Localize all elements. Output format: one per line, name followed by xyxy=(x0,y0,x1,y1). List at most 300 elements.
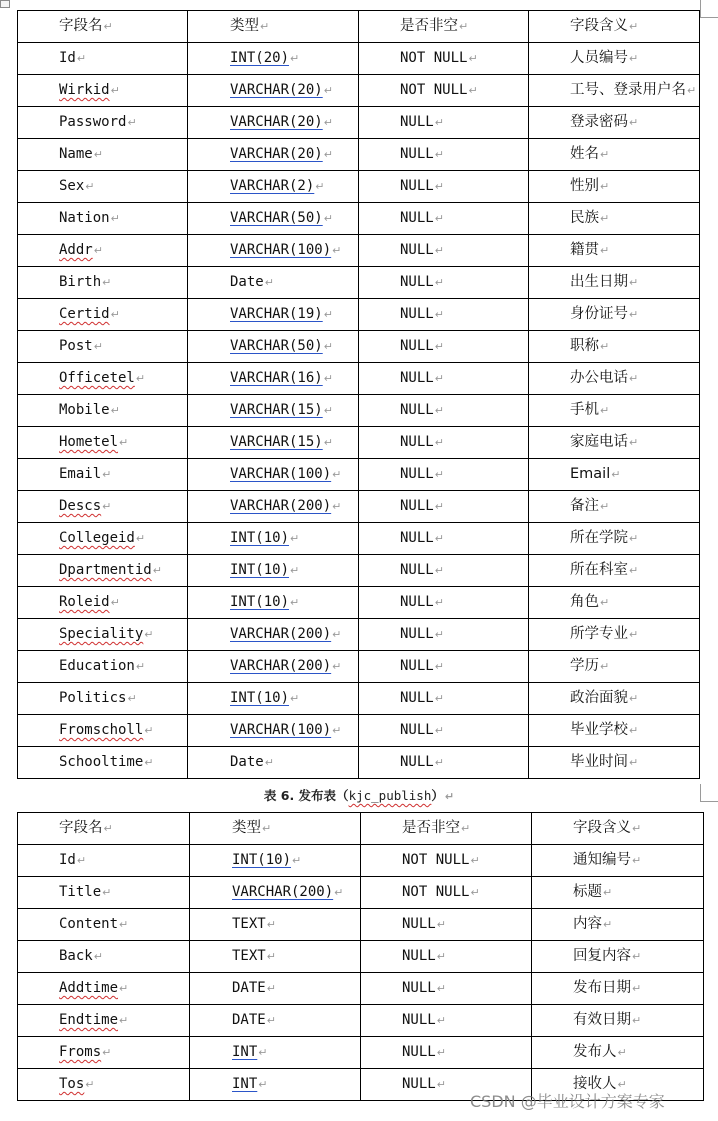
type-cell: TEXT↵ xyxy=(190,941,361,973)
not-null-cell: NULL↵ xyxy=(359,459,529,491)
meaning-cell: 接收人↵ xyxy=(532,1069,704,1101)
not-null-cell: NULL↵ xyxy=(359,523,529,555)
table-row xyxy=(18,1005,704,1037)
type-cell: INT(10)↵ xyxy=(188,587,359,619)
header-not-null: 是否非空↵ xyxy=(359,11,529,43)
not-null-cell: NULL↵ xyxy=(359,395,529,427)
field-type: INT xyxy=(232,1076,258,1092)
not-null-cell: NULL↵ xyxy=(361,1069,532,1101)
field-name-cell: Endtime↵ xyxy=(18,1005,190,1037)
not-null-cell: NULL↵ xyxy=(361,1037,532,1069)
field-nullability: NULL xyxy=(400,754,434,770)
meaning-cell: 人员编号↵ xyxy=(529,43,700,75)
page-corner-mark xyxy=(700,0,718,18)
type-cell: DATE↵ xyxy=(190,973,361,1005)
not-null-cell: NULL↵ xyxy=(359,107,529,139)
not-null-cell: NOT NULL↵ xyxy=(361,877,532,909)
type-cell: DATE↵ xyxy=(190,1005,361,1037)
type-cell: VARCHAR(20)↵ xyxy=(188,139,359,171)
field-nullability: NOT NULL xyxy=(402,852,470,868)
field-type: VARCHAR(16) xyxy=(230,370,323,386)
publish-field-table xyxy=(17,812,704,1101)
field-type: INT(20) xyxy=(230,50,290,66)
table-row xyxy=(18,235,700,267)
field-name-cell: Certid↵ xyxy=(18,299,188,331)
header-row xyxy=(18,11,700,43)
field-name-cell: Speciality↵ xyxy=(18,619,188,651)
field-name: Certid xyxy=(59,306,110,322)
field-type: INT(10) xyxy=(230,594,290,610)
type-cell: VARCHAR(200)↵ xyxy=(188,619,359,651)
field-type: VARCHAR(200) xyxy=(230,626,332,642)
header-type: 类型↵ xyxy=(190,813,361,845)
meaning-cell: 角色↵ xyxy=(529,587,700,619)
field-name: Endtime xyxy=(59,1012,119,1028)
meaning-cell: Email↵ xyxy=(529,459,700,491)
field-name-cell: Collegeid↵ xyxy=(18,523,188,555)
meaning-cell: 发布人↵ xyxy=(532,1037,704,1069)
table-row xyxy=(18,299,700,331)
caption-table-code: kjc_publish xyxy=(348,788,432,803)
not-null-cell: NULL↵ xyxy=(359,747,529,779)
field-name: Hometel xyxy=(59,434,119,450)
field-meaning: 办公电话 xyxy=(570,370,628,386)
field-nullability: NULL xyxy=(400,530,434,546)
field-name-cell: Froms↵ xyxy=(18,1037,190,1069)
field-type: INT(10) xyxy=(230,530,290,546)
meaning-cell: 学历↵ xyxy=(529,651,700,683)
table-row xyxy=(18,1037,704,1069)
type-cell: VARCHAR(16)↵ xyxy=(188,363,359,395)
meaning-cell: 毕业时间↵ xyxy=(529,747,700,779)
field-name: Fromscholl xyxy=(59,722,144,738)
field-nullability: NULL xyxy=(402,980,436,996)
field-type: INT(10) xyxy=(230,690,290,706)
field-nullability: NULL xyxy=(400,114,434,130)
field-name: Tos xyxy=(59,1076,85,1092)
field-meaning: 回复内容 xyxy=(573,948,631,964)
field-name-cell: Tos↵ xyxy=(18,1069,190,1101)
type-cell: INT(10)↵ xyxy=(188,683,359,715)
field-name-cell: Id↵ xyxy=(18,845,190,877)
field-name-cell: Back↵ xyxy=(18,941,190,973)
not-null-cell: NOT NULL↵ xyxy=(361,845,532,877)
meaning-cell: 政治面貌↵ xyxy=(529,683,700,715)
type-cell: VARCHAR(19)↵ xyxy=(188,299,359,331)
field-meaning: 民族 xyxy=(570,210,599,226)
header-type: 类型↵ xyxy=(188,11,359,43)
field-name-cell: Password↵ xyxy=(18,107,188,139)
csdn-watermark: CSDN @毕业设计方案专家 xyxy=(470,1092,665,1111)
not-null-cell: NULL↵ xyxy=(359,715,529,747)
table-row xyxy=(18,587,700,619)
field-type: INT xyxy=(232,1044,258,1060)
header-label: 是否非空 xyxy=(400,18,458,34)
field-meaning: 通知编号 xyxy=(573,852,631,868)
meaning-cell: 民族↵ xyxy=(529,203,700,235)
type-cell: VARCHAR(200)↵ xyxy=(190,877,361,909)
not-null-cell: NULL↵ xyxy=(361,909,532,941)
not-null-cell: NULL↵ xyxy=(359,683,529,715)
not-null-cell: NULL↵ xyxy=(359,651,529,683)
field-name: Sex xyxy=(59,178,85,194)
table-row xyxy=(18,651,700,683)
field-nullability: NULL xyxy=(400,242,434,258)
type-cell: INT↵ xyxy=(190,1037,361,1069)
field-type: VARCHAR(50) xyxy=(230,338,323,354)
table-row xyxy=(18,523,700,555)
table-row xyxy=(18,75,700,107)
field-name-cell: Email↵ xyxy=(18,459,188,491)
meaning-cell: 籍贯↵ xyxy=(529,235,700,267)
table-row xyxy=(18,331,700,363)
field-meaning: 角色 xyxy=(570,594,599,610)
not-null-cell: NOT NULL↵ xyxy=(359,75,529,107)
field-name: Froms xyxy=(59,1044,102,1060)
meaning-cell: 内容↵ xyxy=(532,909,704,941)
meaning-cell: 回复内容↵ xyxy=(532,941,704,973)
field-nullability: NULL xyxy=(400,658,434,674)
table-row xyxy=(18,941,704,973)
field-type: VARCHAR(2) xyxy=(230,178,315,194)
field-meaning: 毕业学校 xyxy=(570,722,628,738)
field-nullability: NULL xyxy=(400,274,434,290)
field-name: Politics xyxy=(59,690,127,706)
type-cell: VARCHAR(15)↵ xyxy=(188,427,359,459)
field-nullability: NULL xyxy=(400,594,434,610)
not-null-cell: NULL↵ xyxy=(359,203,529,235)
header-label: 字段含义 xyxy=(573,820,631,836)
field-nullability: NULL xyxy=(400,626,434,642)
header-meaning: 字段含义↵ xyxy=(532,813,704,845)
table-move-handle[interactable] xyxy=(0,0,10,8)
field-name-cell: Hometel↵ xyxy=(18,427,188,459)
not-null-cell: NOT NULL↵ xyxy=(359,43,529,75)
field-name: Dpartmentid xyxy=(59,562,152,578)
field-meaning: 接收人 xyxy=(573,1076,617,1092)
field-name-cell: Content↵ xyxy=(18,909,190,941)
field-type: INT(10) xyxy=(232,852,292,868)
field-meaning: 身份证号 xyxy=(570,306,628,322)
field-nullability: NULL xyxy=(400,562,434,578)
type-cell: INT↵ xyxy=(190,1069,361,1101)
caption-prefix: 表 6. 发布表（ xyxy=(263,788,349,803)
table-row xyxy=(18,139,700,171)
field-nullability: NULL xyxy=(400,210,434,226)
meaning-cell: 通知编号↵ xyxy=(532,845,704,877)
meaning-cell: 所在学院↵ xyxy=(529,523,700,555)
type-cell: VARCHAR(50)↵ xyxy=(188,203,359,235)
field-nullability: NULL xyxy=(402,948,436,964)
field-meaning: 性别 xyxy=(570,178,599,194)
field-nullability: NULL xyxy=(400,146,434,162)
meaning-cell: 职称↵ xyxy=(529,331,700,363)
field-meaning: 发布人 xyxy=(573,1044,617,1060)
field-name: Mobile xyxy=(59,402,110,418)
field-meaning: 出生日期 xyxy=(570,274,628,290)
type-cell: Date↵ xyxy=(188,267,359,299)
field-nullability: NOT NULL xyxy=(400,82,468,98)
field-nullability: NULL xyxy=(400,370,434,386)
field-name-cell: Education↵ xyxy=(18,651,188,683)
field-nullability: NULL xyxy=(400,178,434,194)
type-cell: Date↵ xyxy=(188,747,359,779)
table-row xyxy=(18,203,700,235)
type-cell: VARCHAR(50)↵ xyxy=(188,331,359,363)
field-type: VARCHAR(15) xyxy=(230,402,323,418)
header-label: 字段名 xyxy=(59,18,103,34)
table-row xyxy=(18,845,704,877)
field-type: TEXT xyxy=(232,948,266,964)
table-row xyxy=(18,619,700,651)
header-label: 字段含义 xyxy=(570,18,628,34)
field-meaning: 人员编号 xyxy=(570,50,628,66)
table-6-caption: 表 6. 发布表（kjc_publish）↵ xyxy=(263,788,455,803)
not-null-cell: NULL↵ xyxy=(359,363,529,395)
field-name-cell: Title↵ xyxy=(18,877,190,909)
table-row xyxy=(18,555,700,587)
header-label: 是否非空 xyxy=(402,820,460,836)
field-meaning: 内容 xyxy=(573,916,602,932)
table-row xyxy=(18,459,700,491)
header-row xyxy=(18,813,704,845)
meaning-cell: 性别↵ xyxy=(529,171,700,203)
table-row xyxy=(18,107,700,139)
staff-field-table xyxy=(17,10,700,779)
type-cell: VARCHAR(20)↵ xyxy=(188,75,359,107)
field-name: Password xyxy=(59,114,127,130)
not-null-cell: NULL↵ xyxy=(359,427,529,459)
field-name-cell: Descs↵ xyxy=(18,491,188,523)
not-null-cell: NULL↵ xyxy=(361,941,532,973)
field-name-cell: Officetel↵ xyxy=(18,363,188,395)
field-name: Speciality xyxy=(59,626,144,642)
field-name: Collegeid xyxy=(59,530,135,546)
field-name: Post xyxy=(59,338,93,354)
table-row xyxy=(18,427,700,459)
meaning-cell: 发布日期↵ xyxy=(532,973,704,1005)
type-cell: VARCHAR(100)↵ xyxy=(188,459,359,491)
field-name-cell: Addtime↵ xyxy=(18,973,190,1005)
caption-suffix: ） xyxy=(431,788,444,803)
field-name: Title xyxy=(59,884,102,900)
field-name-cell: Birth↵ xyxy=(18,267,188,299)
field-type: VARCHAR(50) xyxy=(230,210,323,226)
field-type: VARCHAR(15) xyxy=(230,434,323,450)
field-name-cell: Fromscholl↵ xyxy=(18,715,188,747)
header-label: 字段名 xyxy=(59,820,103,836)
table-row xyxy=(18,395,700,427)
table-row xyxy=(18,683,700,715)
field-type: VARCHAR(100) xyxy=(230,466,332,482)
field-name: Schooltime xyxy=(59,754,144,770)
field-name: Id xyxy=(59,50,76,66)
type-cell: INT(20)↵ xyxy=(188,43,359,75)
field-meaning: 有效日期 xyxy=(573,1012,631,1028)
field-name: Content xyxy=(59,916,119,932)
table-row xyxy=(18,491,700,523)
meaning-cell: 标题↵ xyxy=(532,877,704,909)
field-type: DATE xyxy=(232,1012,266,1028)
field-name: Education xyxy=(59,658,135,674)
field-meaning: 家庭电话 xyxy=(570,434,628,450)
field-name-cell: Politics↵ xyxy=(18,683,188,715)
field-type: VARCHAR(100) xyxy=(230,242,332,258)
field-name-cell: Dpartmentid↵ xyxy=(18,555,188,587)
not-null-cell: NULL↵ xyxy=(359,491,529,523)
not-null-cell: NULL↵ xyxy=(359,619,529,651)
meaning-cell: 办公电话↵ xyxy=(529,363,700,395)
table-row xyxy=(18,877,704,909)
field-name-cell: Name↵ xyxy=(18,139,188,171)
type-cell: VARCHAR(100)↵ xyxy=(188,235,359,267)
field-type: VARCHAR(20) xyxy=(230,114,323,130)
field-name: Nation xyxy=(59,210,110,226)
field-type: Date xyxy=(230,274,264,290)
type-cell: VARCHAR(2)↵ xyxy=(188,171,359,203)
field-type: VARCHAR(200) xyxy=(230,498,332,514)
field-nullability: NULL xyxy=(402,916,436,932)
field-name: Descs xyxy=(59,498,102,514)
field-name-cell: Wirkid↵ xyxy=(18,75,188,107)
table-row xyxy=(18,715,700,747)
field-name: Id xyxy=(59,852,76,868)
field-type: VARCHAR(19) xyxy=(230,306,323,322)
header-meaning: 字段含义↵ xyxy=(529,11,700,43)
type-cell: VARCHAR(200)↵ xyxy=(188,651,359,683)
field-name-cell: Nation↵ xyxy=(18,203,188,235)
field-nullability: NULL xyxy=(400,402,434,418)
field-type: VARCHAR(200) xyxy=(230,658,332,674)
type-cell: INT(10)↵ xyxy=(188,555,359,587)
field-meaning: 籍贯 xyxy=(570,242,599,258)
meaning-cell: 所学专业↵ xyxy=(529,619,700,651)
field-name: Email xyxy=(59,466,102,482)
meaning-cell: 有效日期↵ xyxy=(532,1005,704,1037)
meaning-cell: 工号、登录用户名↵ xyxy=(529,75,700,107)
table-row xyxy=(18,909,704,941)
type-cell: INT(10)↵ xyxy=(188,523,359,555)
field-meaning: 所在学院 xyxy=(570,530,628,546)
field-nullability: NULL xyxy=(400,722,434,738)
field-nullability: NULL xyxy=(402,1044,436,1060)
field-type: VARCHAR(20) xyxy=(230,82,323,98)
type-cell: VARCHAR(15)↵ xyxy=(188,395,359,427)
field-meaning: 学历 xyxy=(570,658,599,674)
not-null-cell: NULL↵ xyxy=(359,139,529,171)
field-type: VARCHAR(20) xyxy=(230,146,323,162)
field-meaning: 登录密码 xyxy=(570,114,628,130)
field-name: Wirkid xyxy=(59,82,110,98)
field-type: Date xyxy=(230,754,264,770)
field-type: TEXT xyxy=(232,916,266,932)
field-type: INT(10) xyxy=(230,562,290,578)
field-type: DATE xyxy=(232,980,266,996)
table-row xyxy=(18,171,700,203)
type-cell: INT(10)↵ xyxy=(190,845,361,877)
field-meaning: 政治面貌 xyxy=(570,690,628,706)
field-type: VARCHAR(200) xyxy=(232,884,334,900)
field-nullability: NULL xyxy=(400,690,434,706)
field-nullability: NULL xyxy=(402,1012,436,1028)
field-meaning: 工号、登录用户名 xyxy=(570,82,686,98)
not-null-cell: NULL↵ xyxy=(359,331,529,363)
field-name-cell: Sex↵ xyxy=(18,171,188,203)
field-meaning: Email xyxy=(570,466,611,482)
field-meaning: 发布日期 xyxy=(573,980,631,996)
field-name: Officetel xyxy=(59,370,135,386)
not-null-cell: NULL↵ xyxy=(359,555,529,587)
field-name-cell: Schooltime↵ xyxy=(18,747,188,779)
meaning-cell: 毕业学校↵ xyxy=(529,715,700,747)
field-nullability: NULL xyxy=(400,338,434,354)
header-field-name: 字段名↵ xyxy=(18,11,188,43)
type-cell: VARCHAR(100)↵ xyxy=(188,715,359,747)
field-name: Addtime xyxy=(59,980,119,996)
table-row xyxy=(18,363,700,395)
field-nullability: NULL xyxy=(400,434,434,450)
field-meaning: 所学专业 xyxy=(570,626,628,642)
meaning-cell: 身份证号↵ xyxy=(529,299,700,331)
header-not-null: 是否非空↵ xyxy=(361,813,532,845)
type-cell: TEXT↵ xyxy=(190,909,361,941)
field-name-cell: Post↵ xyxy=(18,331,188,363)
field-nullability: NULL xyxy=(402,1076,436,1092)
meaning-cell: 姓名↵ xyxy=(529,139,700,171)
field-meaning: 职称 xyxy=(570,338,599,354)
meaning-cell: 家庭电话↵ xyxy=(529,427,700,459)
meaning-cell: 出生日期↵ xyxy=(529,267,700,299)
not-null-cell: NULL↵ xyxy=(359,235,529,267)
not-null-cell: NULL↵ xyxy=(359,267,529,299)
field-nullability: NOT NULL xyxy=(400,50,468,66)
table-row xyxy=(18,43,700,75)
field-name-cell: Addr↵ xyxy=(18,235,188,267)
table-row xyxy=(18,747,700,779)
field-nullability: NULL xyxy=(400,306,434,322)
field-meaning: 标题 xyxy=(573,884,602,900)
field-nullability: NULL xyxy=(400,466,434,482)
not-null-cell: NULL↵ xyxy=(361,973,532,1005)
header-label: 类型 xyxy=(230,18,259,34)
header-field-name: 字段名↵ xyxy=(18,813,190,845)
field-meaning: 手机 xyxy=(570,402,599,418)
not-null-cell: NULL↵ xyxy=(359,299,529,331)
table-row xyxy=(18,973,704,1005)
meaning-cell: 备注↵ xyxy=(529,491,700,523)
field-name: Back xyxy=(59,948,93,964)
field-name-cell: Id↵ xyxy=(18,43,188,75)
field-name: Name xyxy=(59,146,93,162)
field-meaning: 毕业时间 xyxy=(570,754,628,770)
header-label: 类型 xyxy=(232,820,261,836)
type-cell: VARCHAR(20)↵ xyxy=(188,107,359,139)
field-name: Roleid xyxy=(59,594,110,610)
field-name-cell: Roleid↵ xyxy=(18,587,188,619)
field-name: Birth xyxy=(59,274,102,290)
field-name-cell: Mobile↵ xyxy=(18,395,188,427)
not-null-cell: NULL↵ xyxy=(359,171,529,203)
field-meaning: 备注 xyxy=(570,498,599,514)
not-null-cell: NULL↵ xyxy=(359,587,529,619)
field-nullability: NULL xyxy=(400,498,434,514)
type-cell: VARCHAR(200)↵ xyxy=(188,491,359,523)
field-nullability: NOT NULL xyxy=(402,884,470,900)
not-null-cell: NULL↵ xyxy=(361,1005,532,1037)
meaning-cell: 手机↵ xyxy=(529,395,700,427)
field-type: VARCHAR(100) xyxy=(230,722,332,738)
field-name: Addr xyxy=(59,242,93,258)
